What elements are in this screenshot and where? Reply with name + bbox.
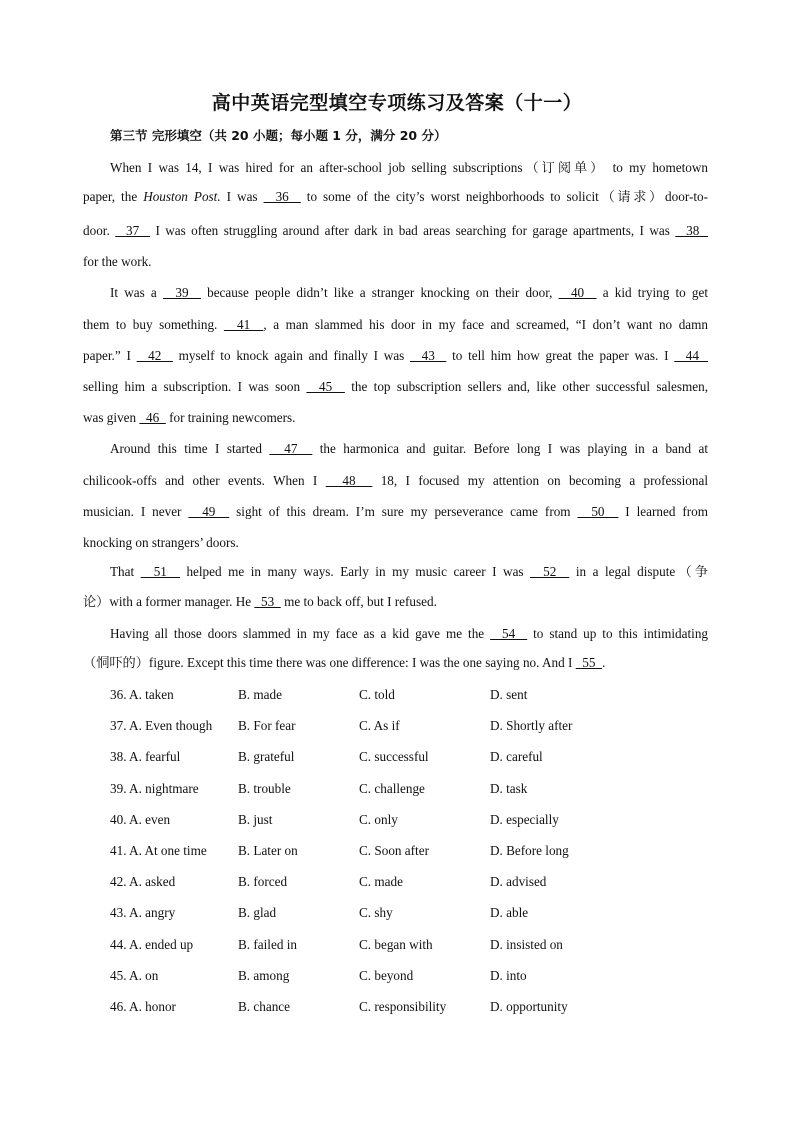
option-b: B. forced [238,874,288,889]
passage-text: When I was 14, I was hired for an after-school job selling subscriptions（订阅单） to my hometown [110,160,708,175]
passage-line [110,158,708,178]
option-d: D. into [490,968,527,983]
passage-line [83,408,708,428]
blank-39: 39 [162,285,201,300]
blank-54: 54 [490,626,528,641]
blank-53: 53 [254,594,281,609]
passage-text: me to back off, but I refused. [280,594,437,609]
blank-50: 50 [577,504,619,519]
passage-text: selling him a subscription. I was soon [83,379,307,394]
option-d: D. opportunity [490,999,568,1014]
passage-text: I was often struggling around after dark in bad areas searching for garage apartments, I was [150,223,676,238]
option-b: B. made [238,687,282,702]
option-c: C. beyond [359,968,414,983]
passage-line [110,562,708,582]
option-b: B. grateful [238,749,295,764]
option-c: C. began with [359,937,433,952]
blank-44: 44 [674,348,709,363]
passage-text: knocking on strangers’ doors. [83,535,239,550]
option-a: 46. A. honor [110,999,176,1014]
question-36-options [110,685,710,705]
passage-text: I learned from [618,504,708,519]
option-d: D. insisted on [490,937,563,952]
passage-text: a kid trying to get [596,285,709,300]
blank-51: 51 [140,564,180,579]
passage-text: them to buy something. [83,317,224,332]
passage-line [83,653,708,673]
passage-text: . [602,655,606,670]
option-a: 39. A. nightmare [110,781,199,796]
option-c: C. responsibility [359,999,447,1014]
document-title: 高中英语完型填空专项练习及答案（十一） [211,92,583,114]
passage-text: paper, the Houston Post. I was [83,189,264,204]
passage-line [110,624,708,644]
blank-49: 49 [188,504,230,519]
passage-line [83,471,708,491]
option-d: D. able [490,905,529,920]
option-c: C. As if [359,718,400,733]
option-c: C. shy [359,905,393,920]
option-b: B. glad [238,905,277,920]
blank-47: 47 [269,441,313,456]
option-d: D. task [490,781,528,796]
option-a: 38. A. fearful [110,749,181,764]
question-44-options [110,935,710,955]
option-b: B. failed in [238,937,297,952]
passage-text: It was a [110,285,163,300]
option-a: 43. A. angry [110,905,176,920]
option-b: B. chance [238,999,290,1014]
blank-52: 52 [530,564,570,579]
option-d: D. Shortly after [490,718,573,733]
passage-text: 18, I focused my attention on becoming a professional [372,473,709,488]
question-39-options [110,779,710,799]
passage-text: Around this time I started [110,441,270,456]
option-a: 44. A. ended up [110,937,194,952]
blank-41: 41 [223,317,264,332]
question-46-options [110,997,710,1017]
option-d: D. Before long [490,843,569,858]
passage-text: the harmonica and guitar. Before long I was playing in a band at [312,441,709,456]
blank-48: 48 [325,473,373,488]
passage-line [83,187,708,207]
option-b: B. among [238,968,290,983]
passage-text: to some of the city’s worst neighborhoods to solicit（请求）door-to- [300,189,709,204]
passage-text: door. [83,223,116,238]
passage-text: Having all those doors slammed in my face as a kid gave me the [110,626,491,641]
passage-text: sight of this dream. I’m sure my perseverance came from [229,504,578,519]
passage-text: in a legal dispute（争 [569,564,709,579]
option-b: B. Later on [238,843,298,858]
blank-42: 42 [136,348,173,363]
passage-text: 论）with a former manager. He [83,594,255,609]
question-43-options [110,903,710,923]
passage-line [83,377,708,397]
passage-text: the top subscription sellers and, like other successful salesmen, [344,379,709,394]
passage-text: myself to knock again and finally I was [172,348,411,363]
option-b: B. For fear [238,718,296,733]
question-42-options [110,872,710,892]
passage-text: for the work. [83,254,152,269]
passage-line [83,533,708,553]
option-a: 40. A. even [110,812,171,827]
blank-55: 55 [575,655,603,670]
passage-line [83,502,708,522]
question-41-options [110,841,710,861]
option-d: D. especially [490,812,559,827]
option-a: 37. A. Even though [110,718,213,733]
option-c: C. successful [359,749,429,764]
option-a: 36. A. taken [110,687,174,702]
passage-line [110,439,708,459]
option-d: D. sent [490,687,528,702]
option-c: C. challenge [359,781,425,796]
option-a: 45. A. on [110,968,159,983]
blank-46: 46 [139,410,166,425]
passage-text: , a man slammed his door in my face and screamed, “I don’t want no damn [263,317,708,332]
question-45-options [110,966,710,986]
passage-text: chilicook-offs and other events. When I [83,473,326,488]
passage-text: helped me in many ways. Early in my music career I was [179,564,531,579]
passage-text: musician. I never [83,504,189,519]
blank-37: 37 [115,223,151,238]
passage-line [83,252,708,272]
option-c: C. Soon after [359,843,429,858]
section-heading: 第三节 完形填空（共 20 小题；每小题 1 分，满分 20 分） [110,128,447,143]
blank-45: 45 [306,379,345,394]
passage-text: was given [83,410,140,425]
option-c: C. made [359,874,403,889]
passage-text: for training newcomers. [165,410,296,425]
passage-text: because people didn’t like a stranger knocking on their door, [200,285,559,300]
option-b: B. trouble [238,781,291,796]
option-a: 42. A. asked [110,874,176,889]
option-d: D. advised [490,874,547,889]
question-37-options [110,716,710,736]
passage-text: That [110,564,141,579]
passage-line [83,221,708,241]
option-c: C. told [359,687,395,702]
option-d: D. careful [490,749,543,764]
passage-text: paper.” I [83,348,137,363]
option-b: B. just [238,812,273,827]
blank-38: 38 [675,223,709,238]
passage-line [110,283,708,303]
passage-line [83,346,708,366]
blank-36: 36 [263,189,301,204]
question-38-options [110,747,710,767]
passage-text: to tell him how great the paper was. I [446,348,675,363]
passage-line [83,315,708,335]
question-40-options [110,810,710,830]
passage-text: （恫吓的）figure. Except this time there was one difference: I was the one saying no. And I [83,655,576,670]
option-a: 41. A. At one time [110,843,207,858]
option-c: C. only [359,812,398,827]
passage-text: to stand up to this intimidating [527,626,709,641]
blank-43: 43 [410,348,447,363]
blank-40: 40 [558,285,597,300]
passage-line [83,592,708,612]
